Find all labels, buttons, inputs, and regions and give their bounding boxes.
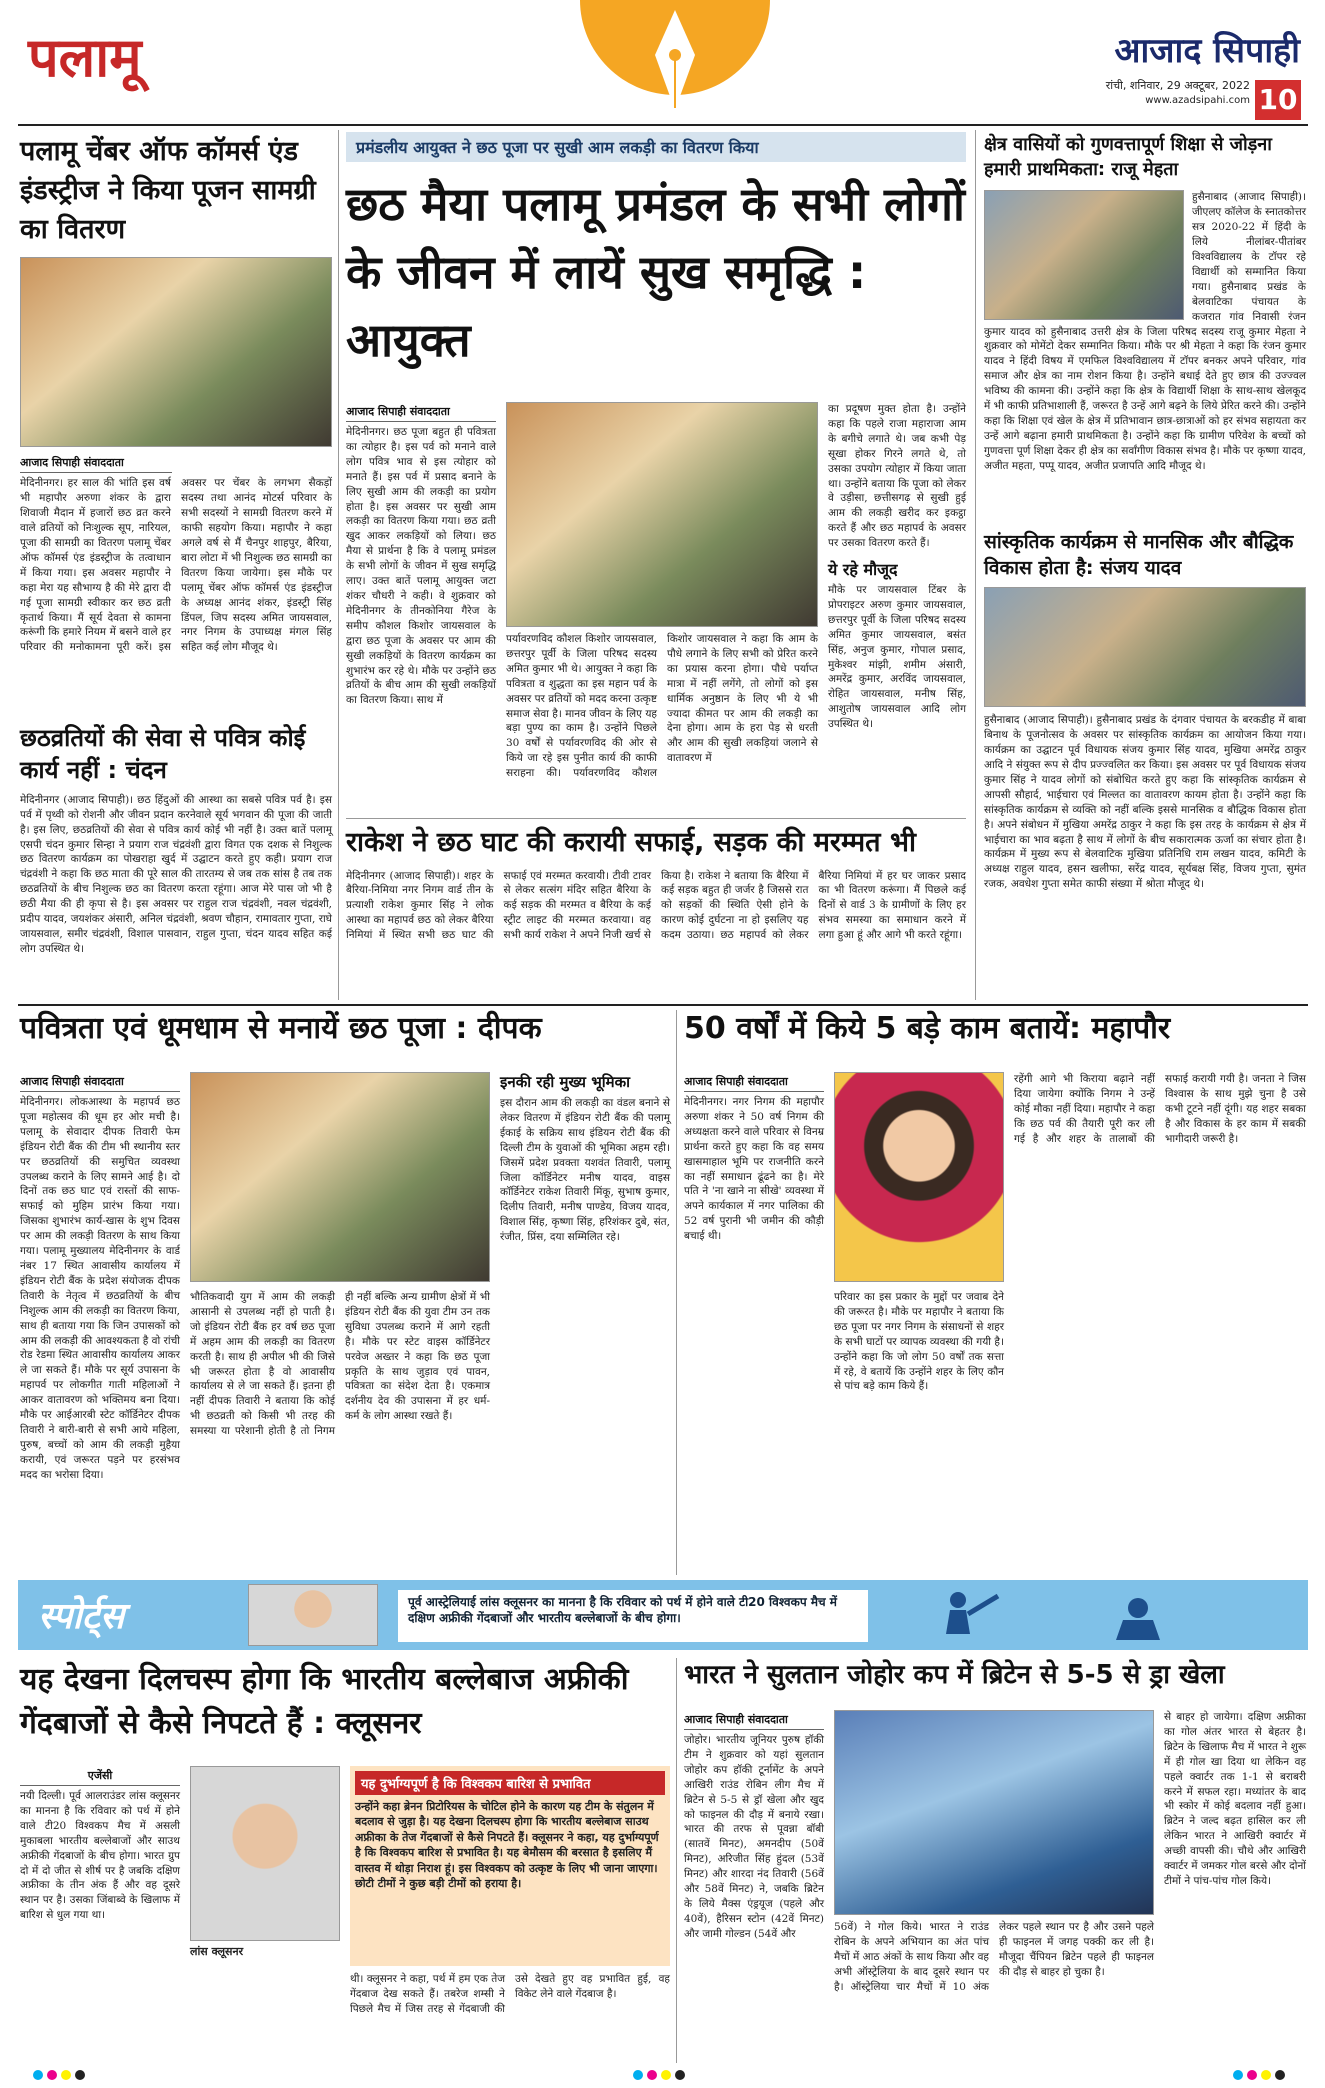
body-present: मौके पर जायसवाल टिंबर के प्रोपराइटर अरुण कुमार जायसवाल, छत्तरपुर पूर्वी के जिला परिषद सदस्य अमित कुमार जायसवाल, बसंत सिंह, अनुज कुमार, गोपाल प्रसाद, मुकेश्वर मांझी, शमीम अंसारी, अमरेंद्र कुमार, अरविंद जायसवाल, रोहित जायसवाल, मनीष सिंह, आशुतोष जायसवाल आदि लोग उपस्थित थे। [828,584,966,731]
dateline: रांची, शनिवार, 29 अक्टूबर, 2022 [1105,79,1250,92]
body: मेदिनीनगर (आजाद सिपाही)। छठ हिंदुओं की आस्था का सबसे पवित्र पर्व है। इस पर्व में पृथ्वी को रोशनी और जीवन प्रदान करनेवाले सूर्य भगवान की पूजा की जाती है। इस लिए, छठव्रतियों की सेवा से पवित्र कार्य कोई भी नहीं है। उक्त बातें पलामू एसपी चंदन कुमार सिन्हा ने प्रयाग राज चंद्रवंशी द्वारा विगत एक दशक से निशुल्क छठ वितरण कार्यक्रम का पोखराहा खुर्द में उद्घाटन करते हुए कही। प्रयाग राज चंद्रवंशी ने कहा कि छठ माता की पूरे साल की तारतम्य से जब तक सांस है तब तक छठव्रतियों के बीच निशुल्क छठ का वितरण करता रहूंगा। आज मेरे पास जो भी है छठी मैया की ही कृपा से है। इस अवसर पर राहुल राज चंद्रवंशी, नवल चंद्रवंशी, प्रदीप यादव, जयशंकर अंसारी, अनिल चंद्रवंशी, श्रवण चौहान, रामावतार गुप्ता, राघे जायसवाल, समीर चंद्रवंशी, विशाल पासवान, राहुल गुप्ता, चंदन यादव सहित कई लोग उपस्थित थे। [20,793,332,955]
byline: एजेंसी [20,1766,180,1786]
box-headline: यह दुर्भाग्यपूर्ण है कि विश्वकप बारिश से प्रभावित [355,1771,665,1795]
byline: आजाद सिपाही संवाददाता [346,402,496,422]
story-chandan [20,722,332,1000]
body: हुसैनाबाद (आजाद सिपाही)। हुसैनाबाद प्रखंड के दंगवार पंचायत के बरकडीह में बाबा बिनाथ के पूजनोत्सव के अवसर पर सांस्कृतिक कार्यक्रम का आयोजन किया गया। कार्यक्रम का उद्घाटन पूर्व विधायक संजय कुमार सिंह यादव, मुखिया अमरेंद्र ठाकुर आदि ने संयुक्त रूप से दीप प्रज्ज्वलित कर किया। इस अवसर पर पूर्व विधायक संजय कुमार सिंह ने यादव लोगों को संबोधित करते हुए कहा कि सांस्कृतिक कार्यक्रम से आपसी सौहार्द, भाईचारा एवं मिल्लत का वातावरण कायम होता है। उन्होंने कहा कि सांस्कृतिक कार्यक्रम से व्यक्ति को नहीं बल्कि इससे मानसिक व बौद्धिक विकास होता है। अपने संबोधन में मुखिया अमरेंद्र ठाकुर ने कहा कि इस तरह के कार्यक्रम से क्षेत्र में भाईचारा का भाव बढ़ता है साथ में लोगों के बीच सकारात्मक ऊर्जा का संचार होता है। कार्यक्रम में मुख्य रूप से बेलवाटिक मुखिया प्रतिनिधि राम लखन यादव, कमिटी के अध्यक्ष राहुल यादव, हसन खलीफा, सरेंद्र यादव, सूर्यबक्ष सिंह, विजय गुप्ता, सुमंत रजक, अवधेश गुप्ता समेत काफी संख्या में श्रोता मौजूद थे। [984,714,1306,891]
body: जोहोर। भारतीय जूनियर पुरुष हॉकी टीम ने शुक्रवार को यहां सुलतान जोहोर कप हॉकी टूर्नामेंट के अपने आखिरी राउंड रोबिन लीग मैच में ब्रिटेन से 5-5 से ड्रॉ खेला और खुद को फाइनल की दौड़ में बनाये रखा। भारत की तरफ से पूवन्ना बॉबी (सातवें मिनट), अमनदीप (50वें मिनट), अरिजीत सिंह हुंदल (53वें मिनट) और शारदा नंद तिवारी (56वें और 58वें मिनट) ने, जबकि ब्रिटेन के लिये मैक्स एंड्रयूज (पहले और 40वें), हैरिसन स्टोन (42वें मिनट) और जामी गोल्डन (54वें और [684,1734,824,1940]
headline: भारत ने सुलतान जोहोर कप में ब्रिटेन से 5-5 से ड्रा खेला [684,1660,1225,1690]
body-2: परिवार का इस प्रकार के मुद्दों पर जवाब देने की जरूरत है। मौके पर महापौर ने बताया कि छठ पूजा पर नगर निगम के संसाधनों से शहर के सभी घाटों पर व्यापक व्यवस्था की गयी है। उन्होंने कहा कि जो लोग 50 वर्षों तक सत्ता में रहे, वे बतायें कि उन्होंने शहर के लिए कौन से पांच बड़े काम किये हैं। [834,1291,1004,1393]
headline: छठव्रतियों की सेवा से पवित्र कोई कार्य नहीं : चंदन [20,724,306,785]
headline: पवित्रता एवं धूमधाम से मनायें छठ पूजा : दीपक [20,1011,542,1046]
body: मेदिनीनगर। हर साल की भांति इस वर्ष भी महापौर अरुणा शंकर के द्वारा शिवाजी मैदान में हजारों छठ व्रत करने वाले व्रतियों को निःशुल्क सूप, नारियल, पूजा की सामग्री का वितरण पलामू चेंबर ऑफ कॉमर्स एंड इंडस्ट्रीज के तत्वाधान में किया गया। इस अवसर महापौर ने कहा मेरा यह सौभाग्य है की मेरे द्वारा दी गई पूजा सामग्री स्वीकार कर छठ व्रती कृतार्थ किया। मैं सूर्य देवता से कामना करूंगी कि हमारे नियम में बसने वाले हर परिवार की मनोकामना पूरी करें। इस अवसर पर चेंबर के लगभग सैकड़ों सदस्य तथा आनंद मोटर्स परिवार के सभी सदस्यों ने सामग्री वितरण करने में काफी सहयोग किया। महापौर ने कहा अगले वर्ष से मैं चैनपुर शाहपुर, बैरिया, बारा लोटा में भी निशुल्क छठ सामग्री का वितरण किया जायेगा। इस मौके पर पलामू चेंबर ऑफ कॉमर्स एंड इंडस्ट्रीज के अध्यक्ष आनंद शंकर, इंडस्ट्री सिंह डिंपल, जिप सदस्य अमित जायसवाल, नगर निगम के उपाध्यक्ष मंगल सिंह सहित कई लोग मौजूद थे। [20,477,332,654]
page-number-badge: 10 [1255,80,1301,120]
sports-banner [18,1580,1308,1650]
box-body: उन्होंने कहा ब्रेनन प्रिटोरियस के चोटिल होने के कारण यह टीम के संतुलन में बदलाव से जुड़ा है। यह देखना दिलचस्प होगा कि भारतीय बल्लेबाज साउथ अफ्रीका के तेज गेंदबाजों से कैसे निपटते हैं। क्लूसनर ने कहा, यह दुर्भाग्यपूर्ण है कि विश्वकप बारिश से प्रभावित है। यह बेमौसम की बरसात है इसलिए मैं वास्तव में थोड़ा निराश हूं। इस विश्वकप को उत्कृष्ट के लिए भी जाना जाएगा। छोटी टीमों ने कुछ बड़ी टीमों को हराया है। [355,1800,659,1890]
body-3: इस दौरान आम की लकड़ी का वंडल बनाने से लेकर वितरण में इंडियन रोटी बैंक की पलामू ईकाई के सक्रिय साथ इंडियन रोटी बैंक की दिल्ली टीम के युवाओं की भूमिका अहम रही। जिसमें प्रदेश प्रवक्ता यशवंत तिवारी, पलामू जिला कॉर्डिनेटर मनीष यादव, वाइस कॉर्डिनेटर राकेश तिवारी मिंकू, सुभाष कुमार, दिलीप तिवारी, मनीष पाण्डेय, विजय यादव, विशाल सिंह, कृष्णा सिंह, हरिशंकर दुबे, संत, रंजीत, प्रिंस, दया सम्मिलित रहे। [500,1097,670,1244]
story-mayor [684,1010,1306,1575]
cricket-batsman-icon [898,1588,1198,1642]
body-left: मेदिनीनगर। छठ पूजा बहुत ही पवित्रता का त्योहार है। इस पर्व को मनाने वाले लोग पवित्र भाव से इस त्योहार को मनाते हैं। इस पर्व में प्रसाद बनाने के लिए सुखी आम की लकड़ी का प्रयोग होता है। इस अवसर पर सुखी आम लकड़ी का वितरण किया गया। छठ व्रती खुद आकर लकड़ियों को लिया। छठ मैया से प्रार्थना है कि वे पलामू प्रमंडल के सभी लोगों के जीवन में सुख समृद्धि लाए। उक्त बातें पलामू आयुक्त जटा शंकर चौधरी ने कही। वे शुक्रवार को मेदिनीनगर के तीनकोनिया गैरेज के समीप कौशल किशोर जायसवाल के द्वारा छठ पूजा के अवसर पर आम की सुखी लकड़ियों के वितरण कार्यक्रम का शुभारंभ कर रहे थे। मौके पर उन्होंने छठ व्रतियों के बीच आम की सुखी लकड़ियों का वितरण किया। साथ में [346,426,496,707]
headline: छठ मैया पलामू प्रमंडल के सभी लोगों के जीवन में लायें सुख समृद्धि : आयुक्त [346,177,965,368]
headline: राकेश ने छठ घाट की करायी सफाई, सड़क की मरम्मत भी [346,827,916,858]
sports-teaser: पूर्व आस्ट्रेलियाई लांस क्लूसनर का मानना है कि रविवार को पर्थ में होने वाले टी20 विश्वकप मैच में दक्षिण अफ्रीकी गेंदबाजों और भारतीय बल्लेबाजों के बीच होगा। [398,1590,868,1642]
body: हुसैनाबाद (आजाद सिपाही)। जीएलए कॉलेज के स्नातकोत्तर सत्र 2020-22 में हिंदी के लिये नीलांबर-पीतांबर विश्वविद्यालय के टॉपर रहे विद्यार्थी को सम्मानित किया गया। हुसैनाबाद प्रखंड के बेलवाटिका पंचायत के कजरात गांव निवासी रंजन कुमार यादव को हुसैनाबाद उत्तरी क्षेत्र के जिला परिषद सदस्य राजू कुमार मेहता ने शुक्रवार को मोमेंटो देकर सम्मानित किया। मौके पर श्री मेहता ने कहा कि रंजन कुमार यादव ने हिंदी विषय में एमफिल विश्वविद्यालय में टॉपर बनकर अपने परिवार, गांव समाज और क्षेत्र का नाम रोशन किया है। उन्होंने बधाई देते हुए छात्र की उज्ज्वल भविष्य की कामना की। उन्होंने कहा कि क्षेत्र के विद्यार्थी शिक्षा के साथ-साथ खेलकूद में भी काफी प्रतिभाशाली हैं, जरूरत है उन्हें आगे बढ़ने के लिये प्रेरित करने की। उन्होंने कहा कि शिक्षा एवं खेल के क्षेत्र में प्रतिभावान छात्र-छात्राओं को हर संभव सहायता कर उन्हें आगे बढ़ाना हमारी प्राथमिकता है। उन्होंने कहा कि ग्रामीण परिवेश के बच्चों को गुणवत्ता पूर्ण शिक्षा देकर ही क्षेत्र का सर्वांगीण विकास संभव है। मौके पर कृष्णा यादव, अजीत महता, पप्पू यादव, अजीत प्रजापति आदि मौजूद थे। [984,191,1306,472]
headline: 50 वर्षों में किये 5 बड़े काम बतायें: महापौर [684,1011,1171,1046]
website-url[interactable]: www.azadsipahi.com [1145,95,1250,106]
body-bottom: पर्यावरणविद कौशल किशोर जायसवाल, छत्तरपुर पूर्वी के जिला परिषद सदस्य अमित कुमार भी थे। आयुक्त ने कहा कि पवित्रता व शुद्धता का इस महान पर्व के अवसर पर व्रतियों को मदद करना उत्कृष्ट समाज सेवा है। मानव जीवन के लिए यह बड़ा पुण्य का काम है। उन्होंने पिछले 30 वर्षों से पर्यावरणविद की ओर से किये जा रहे इस पुनीत कार्य की काफी सराहना की। पर्यावरणविद कौशल किशोर जायसवाल ने कहा कि आम के पौधे लगाने के लिए सभी को प्रेरित करने का प्रयास करना होगा। पौधे पर्याप्त मात्रा में नहीं लगेंगे, तो लोगों को इस धार्मिक अनुष्ठान के लिए भी ये भी ज्यादा कीमत पर आम की लकड़ी का देना होगा। आम के हरा पेड़ से धरती और आम की सुखी लकड़ियां जलाने से वातावरण में [506,633,818,780]
body: मेदिनीनगर। लोकआस्था के महापर्व छठ पूजा महोत्सव की धूम हर ओर मची है। पलामू के सेवादार दीपक तिवारी फेम इंडियन रोटी बैंक की टीम भी स्थानीय स्तर पर छठव्रतियों की समुचित व्यवस्था उपलब्ध कराने के लिए सामने आई है। दो दिनों तक छठ घाट एवं रास्तों की साफ-सफाई को मुहिम प्रारंभ किया गया। जिसका शुभारंभ कार्य-खास के शुभ दिवस पर आम की लकड़ी वितरण के साथ किया गया। पलामू मुख्यालय मेदिनीनगर के वार्ड नंबर 17 स्थित आवासीय कार्यालय में इंडियन रोटी बैंक के प्रदेश संयोजक दीपक तिवारी के नेतृत्व में छठव्रतियों के बीच निशुल्क आम की लकड़ी का वितरण किया, साथ ही बताया गया कि जिन उपासकों को आम की लकड़ी की आवश्यकता है वो रांची रोड रेडमा स्थित आवासीय कार्यालय आकर ले जा सकते हैं। मौके पर सूर्य उपासना के महापर्व पर लोकगीत गाती महिलाओं ने आकर वातावरण को भक्तिमय बना दिया। मौके पर आईआरबी स्टेट कॉर्डिनेटर दीपक तिवारी ने बारी-बारी से सभी आये महिला, पुरुष, बच्चों को आम की लकड़ी मुहैया करायी, एवं जरूरत पड़ने पर हरसंभव मदद का भरोसा दिया। [20,1096,180,1481]
section-title: पलामू [28,26,142,89]
story-hockey [684,1658,1306,2063]
body: नयी दिल्ली। पूर्व आलराउंडर लांस क्लूसनर का मानना है कि रविवार को पर्थ में होने वाले टी20 विश्वकप मैच में असली मुकाबला भारतीय बल्लेबाजों और साउथ अफ्रीकी गेंदबाजों के बीच होगा। भारत ग्रुप दो में दो जीत से शीर्ष पर है जबकि दक्षिण अफ्रीका के तीन अंक हैं और वह दूसरे स्थान पर है। उसका जिंबाब्वे के खिलाफ में बारिश से धुल गया था। [20,1790,180,1922]
photo-indian-roti-bank [190,1072,490,1282]
byline: आजाद सिपाही संवाददाता [20,1072,180,1092]
photo-chamber-distribution [20,257,332,447]
paper-name: आजाद सिपाही [1114,31,1300,71]
photo-caption: लांस क्लूसनर [190,1945,244,1958]
body-right: का प्रदूषण मुक्त होता है। उन्होंने कहा कि पहले राजा महाराजा आम के बगीचे लगाते थे। जब कभी पेड़ सूखा होकर गिरने लगते थे, तो उसका उपयोग त्योहार में किया जाता था। उन्होंने बताया कि पूजा को लेकर वे उड़ीसा, छत्तीसगढ़ से सुखी हुई आम की लकड़ी खरीद कर इकट्ठा करते हैं और छठ महापर्व के अवसर पर उसका वितरण करते हैं। [828,403,966,550]
photo-hockey-match [834,1710,1154,1915]
photo-mayor-portrait [834,1072,1004,1282]
klusener-thumbnail [248,1584,378,1646]
headline: पलामू चेंबर ऑफ कॉमर्स एंड इंडस्ट्रीज ने किया पूजन सामग्री का वितरण [20,136,316,246]
headline: यह देखना दिलचस्प होगा कि भारतीय बल्लेबाज अफ्रीकी गेंदबाजों से कैसे निपटते हैं : क्लूसनर [20,1662,629,1741]
photo-klusener [190,1766,340,1941]
subhead-present: ये रहे मौजूद [828,560,898,579]
subhead-roles: इनकी रही मुख्य भूमिका [500,1073,630,1091]
story-chamber [20,132,332,722]
headline: क्षेत्र वासियों को गुणवत्तापूर्ण शिक्षा से जोड़ना हमारी प्राथमिकता: राजू मेहता [984,134,1272,181]
photo-cultural-program [984,587,1306,707]
byline: आजाद सिपाही संवाददाता [684,1710,824,1730]
body-3: से बाहर हो जायेगा। दक्षिण अफ्रीका का गोल अंतर भारत से बेहतर है। ब्रिटेन के खिलाफ मैच में भारत ने शुरू में ही गोल खा दिया था लेकिन वह पहले क्वार्टर तक 1-1 से बराबरी करने में सफल रहा। मध्यांतर के बाद भी स्कोर में कोई बदलाव नहीं हुआ। ब्रिटेन ने जल्द बढ़त हासिल कर ली लेकिन भारत ने आखिरी क्वार्टर में अच्छी वापसी की। चौथे और आखिरी क्वार्टर में जमकर गोल बरसे और दोनों टीमों ने पांच-पांच गोल किये। [1164,1711,1306,1887]
headline: सांस्कृतिक कार्यक्रम से मानसिक और बौद्धिक विकास होता है: संजय यादव [984,531,1294,579]
body-3: रहेंगी आगे भी किराया बढ़ाने नहीं दिया जायेगा क्योंकि निगम ने उन्हें कोई मौका नहीं दिया। महापौर ने कहा कि छठ पर्व की तैयारी पूरी कर ली गई है और शहर के तालाबों की सफाई करायी गयी है। जनता ने जिस विश्वास के साथ मुझे चुना है उसे कभी टूटने नहीं दूंगी। यह शहर सबका है और विकास के हर काम में सबकी भागीदारी जरूरी है। [1014,1073,1306,1145]
byline: आजाद सिपाही संवाददाता [684,1072,824,1092]
body-2: थी। क्लूसनर ने कहा, पर्थ में हम एक तेज गेंदबाज देख सकते हैं। तबरेज शम्सी ने पिछले मैच में जिस तरह से गेंदबाजी की उसे देखते हुए वह प्रभावित हुई, वह विकेट लेने वाले गेंदबाज है। [350,1973,670,2015]
story-deepak [20,1010,670,1575]
masthead [0,0,1325,128]
story-raju [984,132,1306,522]
sports-label: स्पोर्ट्स [38,1596,125,1637]
body: मेदिनीनगर (आजाद सिपाही)। शहर के बैरिया-निमिया नगर निगम वार्ड तीन के प्रत्याशी राकेश कुमार सिंह ने लोक आस्था का महापर्व छठ को लेकर बैरिया निमियां में स्थित सभी छठ घाट की सफाई एवं मरम्मत करवायी। टीवी टावर से लेकर सत्संग मंदिर सहित बैरिया के कई सड़क की मरम्मत व बैरिया के कई स्ट्रीट लाइट की मरम्मत करवाया। वह सभी कार्य राकेश ने अपने निजी खर्च से किया है। राकेश ने बताया कि बैरिया में कई सड़क बहुत ही जर्जर है जिससे रात को सड़कों की स्थिति ऐसी होने के कारण कोई दुर्घटना ना हो इसलिए यह कदम उठाया। छठ महापर्व को लेकर बैरिया निमियां में हर घर जाकर प्रसाद का भी वितरण करूंगा। मैं पिछले कई दिनों से वार्ड 3 के ग्रामीणों के लिए हर संभव समस्या का समाधान करने में लगा हुआ हूं और आगे भी करते रहूंगा। [346,869,966,942]
story-rakesh [346,818,966,1000]
story-klusener [20,1658,670,2063]
story-commissioner [346,132,966,812]
body-2: 56वें) ने गोल किये। भारत ने राउंड रोबिन के अपने अभियान का अंत पांच मैचों में आठ अंकों के साथ किया और वह अभी ऑस्ट्रेलिया के बाद दूसरे स्थान पर है। ऑस्ट्रेलिया चार मैचों में 10 अंक लेकर पहले स्थान पर है और उसने पहले ही फाइनल में जगह पक्की कर ली है। मौजूदा चैंपियन ब्रिटेन पहले ही फाइनल की दौड़ से बाहर हो चुका है। [834,1921,1154,1993]
photo-raju-felicitation [984,190,1184,320]
story-sanjay [984,530,1306,1000]
body-2: भौतिकवादी युग में आम की लकड़ी आसानी से उपलब्ध नहीं हो पाती है। जो इंडियन रोटी बैंक हर वर्ष छठ पूजा में अहम आम की लकड़ी का वितरण करती है। साथ ही अपील भी की जिसे भी जरूरत होता है वो आवासीय कार्यालय से ले जा सकते हैं। इतना ही नहीं दीपक तिवारी ने बताया कि कोई भी छठव्रती को किसी भी तरह की समस्या या परेशानी होती है तो निगम ही नहीं बल्कि अन्य ग्रामीण क्षेत्रों में भी इंडियन रोटी बैंक की युवा टीम उन तक सुविधा उपलब्ध कराने में आगे रहती है। मौके पर स्टेट वाइस कॉर्डिनेटर परवेज अख्तर ने कहा कि छठ पूजा प्रकृति के साथ जुड़ाव एवं पावन, पवित्रता का संदेश देता है। एकमात्र दर्शनीय देव की उपासना में हर धर्म-कर्म के लोग आस्था रखते हैं। [190,1291,490,1438]
body: मेदिनीनगर। नगर निगम की महापौर अरुणा शंकर ने 50 वर्ष निगम की अध्यक्षता करने वाले परिवार से विनम्र प्रार्थना करते हुए कहा कि वह समय खासमाहाल भूमि पर राजनीति करने का नहीं समाधान ढूंढने का है। मेरे पति ने 'ना खाने ना सीखे' व्यवस्था में अपने कार्यकाल में नगर पालिका की 52 वर्ष पुरानी भी जमीन की कौड़ी बचाई थी। [684,1096,824,1243]
photo-commissioner-distribution [506,402,818,627]
pen-nib-logo [570,0,780,128]
print-registration-marks [18,2066,1308,2084]
byline: आजाद सिपाही संवाददाता [20,453,172,473]
kicker: प्रमंडलीय आयुक्त ने छठ पूजा पर सुखी आम लकड़ी का वितरण किया [346,132,966,162]
